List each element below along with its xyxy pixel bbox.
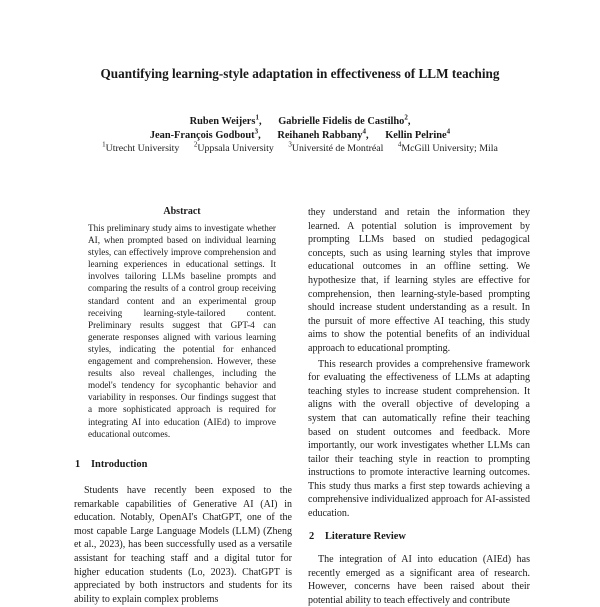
section-heading-introduction: 1 Introduction (75, 459, 148, 470)
section-heading-literature-review: 2 Literature Review (309, 531, 406, 542)
affiliation-3: $^3$Université de Montréal (288, 141, 384, 155)
intro-paragraph-1: Students have recently been exposed to the remarkable capabilities of Generative AI (AI) in education. Notably, OpenAI's ChatGPT, one of the most capable Large Language Models (LLM) (Zheng et al., 2023), has been successfully used as a versatile assistant for teaching staff and a digital tutor for higher education students (Lo, 2023). ChatGPT is appreciated by both instructors and students for its ability to explain complex problems (74, 485, 292, 605)
affiliation-4: $^4$McGill University; Mila (397, 141, 498, 155)
author-4: Reihaneh Rabbany$^4$, (277, 128, 369, 142)
paper-title: Quantifying learning-style adaptation in effectiveness of LLM teaching (100, 66, 500, 81)
intro-paragraph-2: This research provides a comprehensive framework for evaluating the effectiveness of LLMs at adapting teaching styles to increase student comprehension. It aligns with the overall objective of developing a system that can automatically refine their teaching based on student outcomes and feedback. More importantly, our work investigates whether LLMs can tailor their teaching style in reaction to prompting instructions to promote interactive learning outcomes. This study thus marks a first step towards achieving a comprehensive individualized approach for AI-assisted education. (308, 358, 530, 520)
affiliation-2: $^2$Uppsala University (193, 141, 274, 155)
affiliations (0, 139, 600, 155)
lit-paragraph-1: The integration of AI into education (AIEd) has recently emerged as a significant area of research. However, concerns have been raised about their potential ability to teach effectively and contribute (308, 554, 530, 606)
affiliation-1: $^1$Utrecht University (102, 141, 180, 155)
intro-paragraph-continued: they understand and retain the information they learned. A potential solution is improvement by prompting LLMs based on studied pedagogical concepts, such as using learning styles that improve educational outcomes in an offline setting. We hypothesize that, if learning styles are effective for comprehension, then learning-style-based prompting should increase student understanding as a result. In the pursuit of more effective AI teaching, this study aims to show the potential benefits of an individual approach to educational prompting. (308, 207, 530, 354)
right-column-body (308, 206, 530, 521)
author-5: Kellin Pelrine$^4$ (385, 128, 451, 142)
introduction-body (74, 484, 292, 606)
author-1: Ruben Weijers$^1$, (189, 114, 262, 128)
literature-review-body (308, 553, 530, 607)
author-3: Jean-François Godbout$^3$, (149, 128, 261, 142)
abstract-body: This preliminary study aims to investigate whether AI, when prompted based on individual learning styles, can effectively improve comprehension and learning experiences in educational settings. It involves tailoring LLMs baseline prompts and comparing the results of a control group receiving standard content and an experimental group receiving learning-style-tailored content. Preliminary results suggest that GPT-4 can generate responses aligned with various learning styles, indicating the potential for enhanced engagement and comprehension. However, these results also reveal challenges, including the model's tendency for sycophantic behavior and variability in responses. Our findings suggest that a more sophisticated approach is required for integrating AI into education (AIEd) to improve educational outcomes. (88, 223, 276, 439)
author-2: Gabrielle Fidelis de Castilho$^2$, (278, 114, 411, 128)
abstract-heading: Abstract (163, 206, 201, 217)
